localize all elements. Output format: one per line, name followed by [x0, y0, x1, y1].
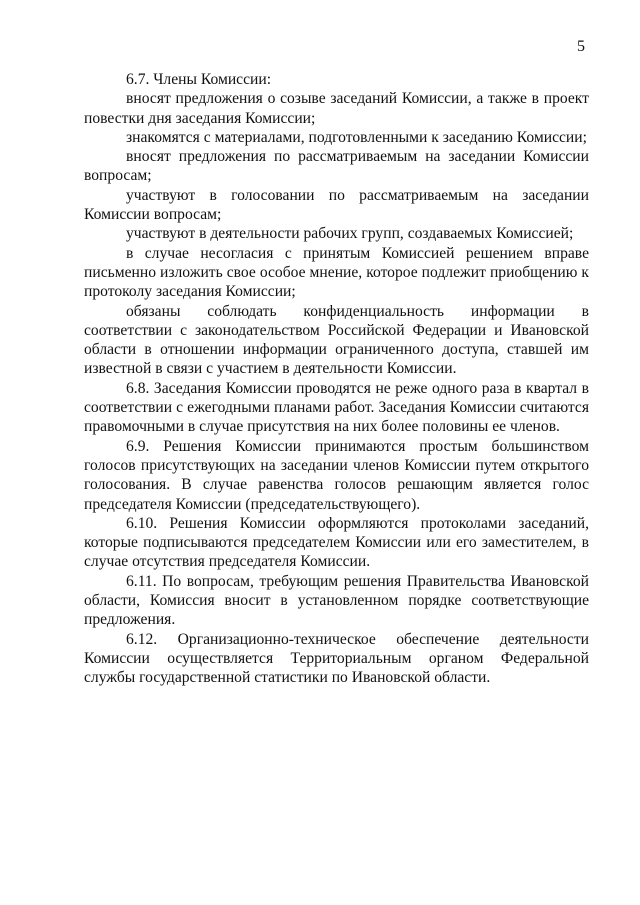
document-body [84, 70, 589, 688]
paragraph-members-materials: знакомятся с материалами, подготовленными к заседанию Комиссии; [126, 128, 587, 146]
paragraph-members-voting: участвуют в голосовании по рассматриваемым на заседании Комиссии вопросам; [84, 186, 589, 224]
paragraph-6-12: 6.12. Организационно-техническое обеспечение деятельности Комиссии осуществляется Территориальным органом Федеральной службы государственной статистики по Ивановской области. [84, 630, 589, 687]
paragraph-members-working-groups: участвуют в деятельности рабочих групп, создаваемых Комиссией; [126, 225, 574, 243]
page-number: 5 [577, 38, 585, 55]
paragraph-members-questions: вносят предложения по рассматриваемым на заседании Комиссии вопросам; [84, 148, 589, 185]
paragraph-6-11: 6.11. По вопросам, требующим решения Правительства Ивановской области, Комиссия вносит в установленном порядке соответствующие предложения. [84, 572, 589, 629]
paragraph-members-dissent: в случае несогласия с принятым Комиссией решением вправе письменно изложить свое особое мнение, которое подлежит приобщению к протоколу заседания Комиссии; [84, 244, 589, 301]
paragraph-6-10: 6.10. Решения Комиссии оформляются протоколами заседаний, которые подписываются председателем Комиссии или его заместителем, в случае отсутствия председателя Комиссии. [84, 514, 589, 571]
paragraph-6-7-heading: 6.7. Члены Комиссии: [126, 71, 272, 88]
paragraph-6-8: 6.8. Заседания Комиссии проводятся не реже одного раза в квартал в соответствии с ежегодными планами работ. Заседания Комиссии считаются правомочными в случае присутствия на них более половины ее членов. [84, 379, 589, 436]
paragraph-members-confidentiality: обязаны соблюдать конфиденциальность информации в соответствии с законодательством Российской Федерации и Ивановской области в отношении информации ограниченного доступа, ставшей им известной в связи с участием в деятельности Комиссии. [84, 302, 589, 378]
paragraph-members-proposals: вносят предложения о созыве заседаний Комиссии, а также в проект повестки дня заседания Комиссии; [84, 90, 589, 127]
paragraph-6-9: 6.9. Решения Комиссии принимаются простым большинством голосов присутствующих на заседании членов Комиссии путем открытого голосования. В случае равенства голосов решающим является голос председателя Комиссии (председательствующего). [84, 437, 589, 513]
